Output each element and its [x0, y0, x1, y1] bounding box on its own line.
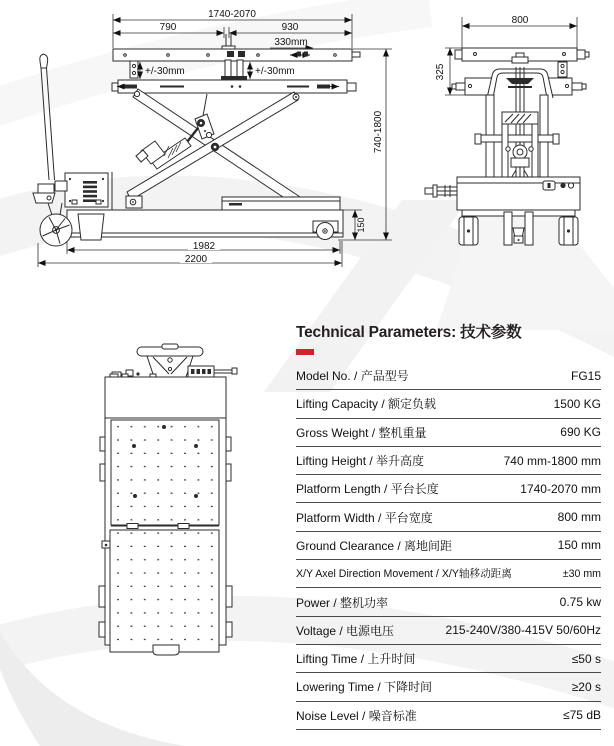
top-view-handlebar	[112, 344, 237, 377]
param-label: Voltage / 电源电压	[296, 623, 395, 638]
param-label: Platform Length / 平台长度	[296, 482, 439, 497]
dim-platform-height: 325	[435, 63, 446, 81]
table-row	[296, 645, 601, 673]
param-label: X/Y Axel Direction Movement / X/Y轴移动距离	[296, 568, 512, 581]
table-row	[296, 673, 601, 701]
param-label: Platform Width / 平台宽度	[296, 510, 433, 525]
table-row	[296, 702, 601, 730]
dim-extension: 330mm	[274, 37, 308, 48]
param-value: ≥20 s	[571, 679, 601, 694]
param-value: ≤50 s	[571, 651, 601, 666]
param-value: 215-240V/380-415V 50/60Hz	[445, 623, 601, 638]
dim-platform-width: 800	[511, 15, 529, 26]
param-label: Model No. / 产品型号	[296, 369, 409, 384]
table-row	[296, 475, 601, 503]
dim-platform-right: 930	[281, 22, 299, 33]
dim-frame-length: 1982	[192, 241, 216, 252]
dim-overall-length: 2200	[184, 254, 208, 265]
param-label: Power / 整机功率	[296, 595, 389, 610]
table-row	[296, 503, 601, 531]
param-label: Gross Weight / 整机重量	[296, 425, 427, 440]
param-value: FG15	[570, 368, 601, 383]
dim-xy-adjust-right: +/-30mm	[255, 66, 295, 77]
dim-platform-length-range: 1740-2070	[208, 9, 256, 20]
table-row	[296, 390, 601, 418]
top-view-drawing	[99, 344, 237, 655]
param-label: Ground Clearance / 离地间距	[296, 538, 453, 553]
param-label: Noise Level / 噪音标准	[296, 708, 417, 723]
parameters-table	[296, 362, 601, 730]
table-row	[296, 532, 601, 560]
dim-lift-height-range: 740-1800	[373, 110, 384, 154]
table-row	[296, 588, 601, 616]
param-value: 690 KG	[560, 425, 601, 440]
param-value: ±30 mm	[562, 567, 601, 580]
table-title: Technical Parameters: 技术参数	[296, 324, 522, 341]
param-value: 1500 KG	[553, 396, 601, 411]
param-value: 800 mm	[557, 510, 601, 525]
accent-bar	[296, 349, 314, 355]
control-box	[65, 173, 108, 207]
table-row	[296, 560, 601, 588]
dim-ground-clearance: 150	[356, 217, 366, 233]
param-label: Lifting Capacity / 额定负载	[296, 397, 437, 412]
table-row	[296, 617, 601, 645]
param-label: Lowering Time / 下降时间	[296, 680, 433, 695]
param-value: 1740-2070 mm	[520, 481, 601, 496]
dim-platform-left: 790	[159, 22, 177, 33]
param-label: Lifting Height / 举升高度	[296, 454, 425, 469]
param-label: Lifting Time / 上升时间	[296, 652, 416, 667]
param-value: 0.75 kw	[559, 595, 601, 610]
upper-beam	[112, 80, 356, 93]
param-value: 740 mm-1800 mm	[503, 453, 601, 468]
perforated-plate-lower	[102, 530, 219, 652]
table-row	[296, 447, 601, 475]
param-value: ≤75 dB	[563, 708, 601, 723]
table-row	[296, 362, 601, 390]
top-view-bottom-notch	[153, 645, 179, 655]
table-row	[296, 419, 601, 447]
param-value: 150 mm	[557, 538, 601, 553]
dim-xy-adjust-left: +/-30mm	[145, 66, 185, 77]
perforated-plate-upper	[111, 420, 219, 525]
